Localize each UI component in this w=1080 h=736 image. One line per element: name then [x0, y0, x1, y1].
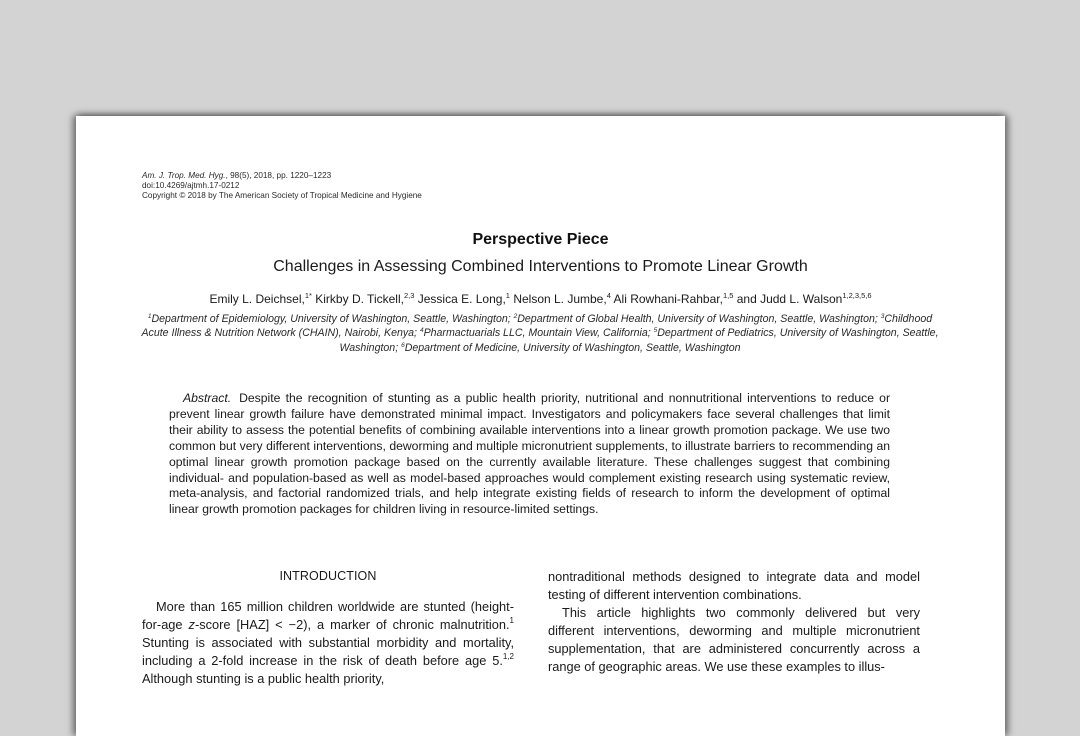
author-list	[76, 291, 1005, 307]
section-heading: INTRODUCTION	[279, 569, 377, 583]
abstract-text: Despite the recognition of stunting as a public health priority, nutritional and nonnutritional interventions to reduce or prevent linear growth failure have demonstrated minimal impact. Investigators and policymakers face several challenges that limit their ability to assess the potential benefits of combining available interventions into a linear growth promotion package. We use two common but very different interventions, deworming and multiple micronutrient supplements, to illustrate barriers to recommending an optimal linear growth promotion package based on the currently available literature. These challenges suggest that combining individual- and population-based as well as model-based approaches would complement existing research using systematic review, meta-analysis, and factorial randomized trials, and help integrate existing fields of research to inform the development of optimal linear growth promotion packages for children living in resource-limited settings.	[169, 391, 890, 517]
affiliation: Department of Medicine, University of Washington, Seattle, Washington	[404, 341, 741, 354]
citation-line	[142, 171, 422, 181]
affiliation: Childhood Acute Illness & Nutrition Network (CHAIN), Nairobi, Kenya;	[141, 313, 933, 340]
article-title: Challenges in Assessing Combined Interventions to Promote Linear Growth	[273, 258, 808, 275]
author: Kirkby D. Tickell,$^{2,3}$	[315, 291, 415, 306]
abstract-label: Abstract.	[183, 391, 232, 405]
paragraph: More than 165 million children worldwide are stunted (height-for-age z-score [HAZ] < −2), a marker of chronic malnutrition.$^1$ Stunting is associated with substantial morbidity and mortality, including a 2-fold increase in the risk of death before age 5.$^{1,2}$ Although stunting is a public health priority,	[142, 599, 514, 686]
abstract	[169, 391, 890, 518]
affiliation: Pharmactuarials LLC, Mountain View, California;	[423, 327, 654, 340]
article-type: Perspective Piece	[472, 231, 609, 248]
doi: doi:10.4269/ajtmh.17-0212	[142, 181, 240, 190]
author: Emily L. Deichsel,$^{1*}$	[209, 291, 312, 306]
affiliation: Department of Epidemiology, University of Washington, Seattle, Washington;	[151, 313, 514, 325]
author: Jessica E. Long,$^1$	[417, 291, 510, 306]
paragraph: nontraditional methods designed to integrate data and model testing of different intervention combinations.	[548, 569, 920, 602]
body-column-left	[142, 568, 514, 688]
author: and Judd L. Walson$^{1,2,3,5,6}$	[736, 291, 872, 306]
author: Nelson L. Jumbe,$^4$	[513, 291, 611, 306]
author: Ali Rowhani-Rahbar,$^{1,5}$	[613, 291, 734, 306]
affiliation: Department of Global Health, University of Washington, Seattle, Washington;	[517, 313, 881, 325]
journal-citation	[142, 171, 422, 201]
journal-name: Am. J. Trop. Med. Hyg.	[142, 171, 226, 180]
paper-page	[76, 116, 1005, 736]
paragraph: This article highlights two commonly delivered but very different interventions, deworming and multiple micronutrient supplementation, that are administered concurrently across a range of geographic areas. We use these examples to illus-	[548, 605, 920, 674]
affiliations: $^1$Department of Epidemiology, University of Washington, Seattle, Washington; $^2$Department of Global Health, University of Washington, Seattle, Washington; $^3$Childhood Acute Illness & Nutrition Network (CHAIN), Nairobi, Kenya; $^4$Pharmactuarials LLC, Mountain View, California; $^5$Department of Pediatrics, University of Washington, Seattle, Washington; $^6$Department of Medicine, University of Washington, Seattle, Washington	[141, 313, 939, 354]
affiliation: Department of Pediatrics, University of Washington, Seattle, Washington;	[339, 327, 939, 354]
body-column-right	[548, 568, 920, 676]
volume-pages: , 98(5), 2018, pp. 1220–1223	[225, 171, 332, 180]
copyright: Copyright © 2018 by The American Society of Tropical Medicine and Hygiene	[142, 191, 422, 200]
